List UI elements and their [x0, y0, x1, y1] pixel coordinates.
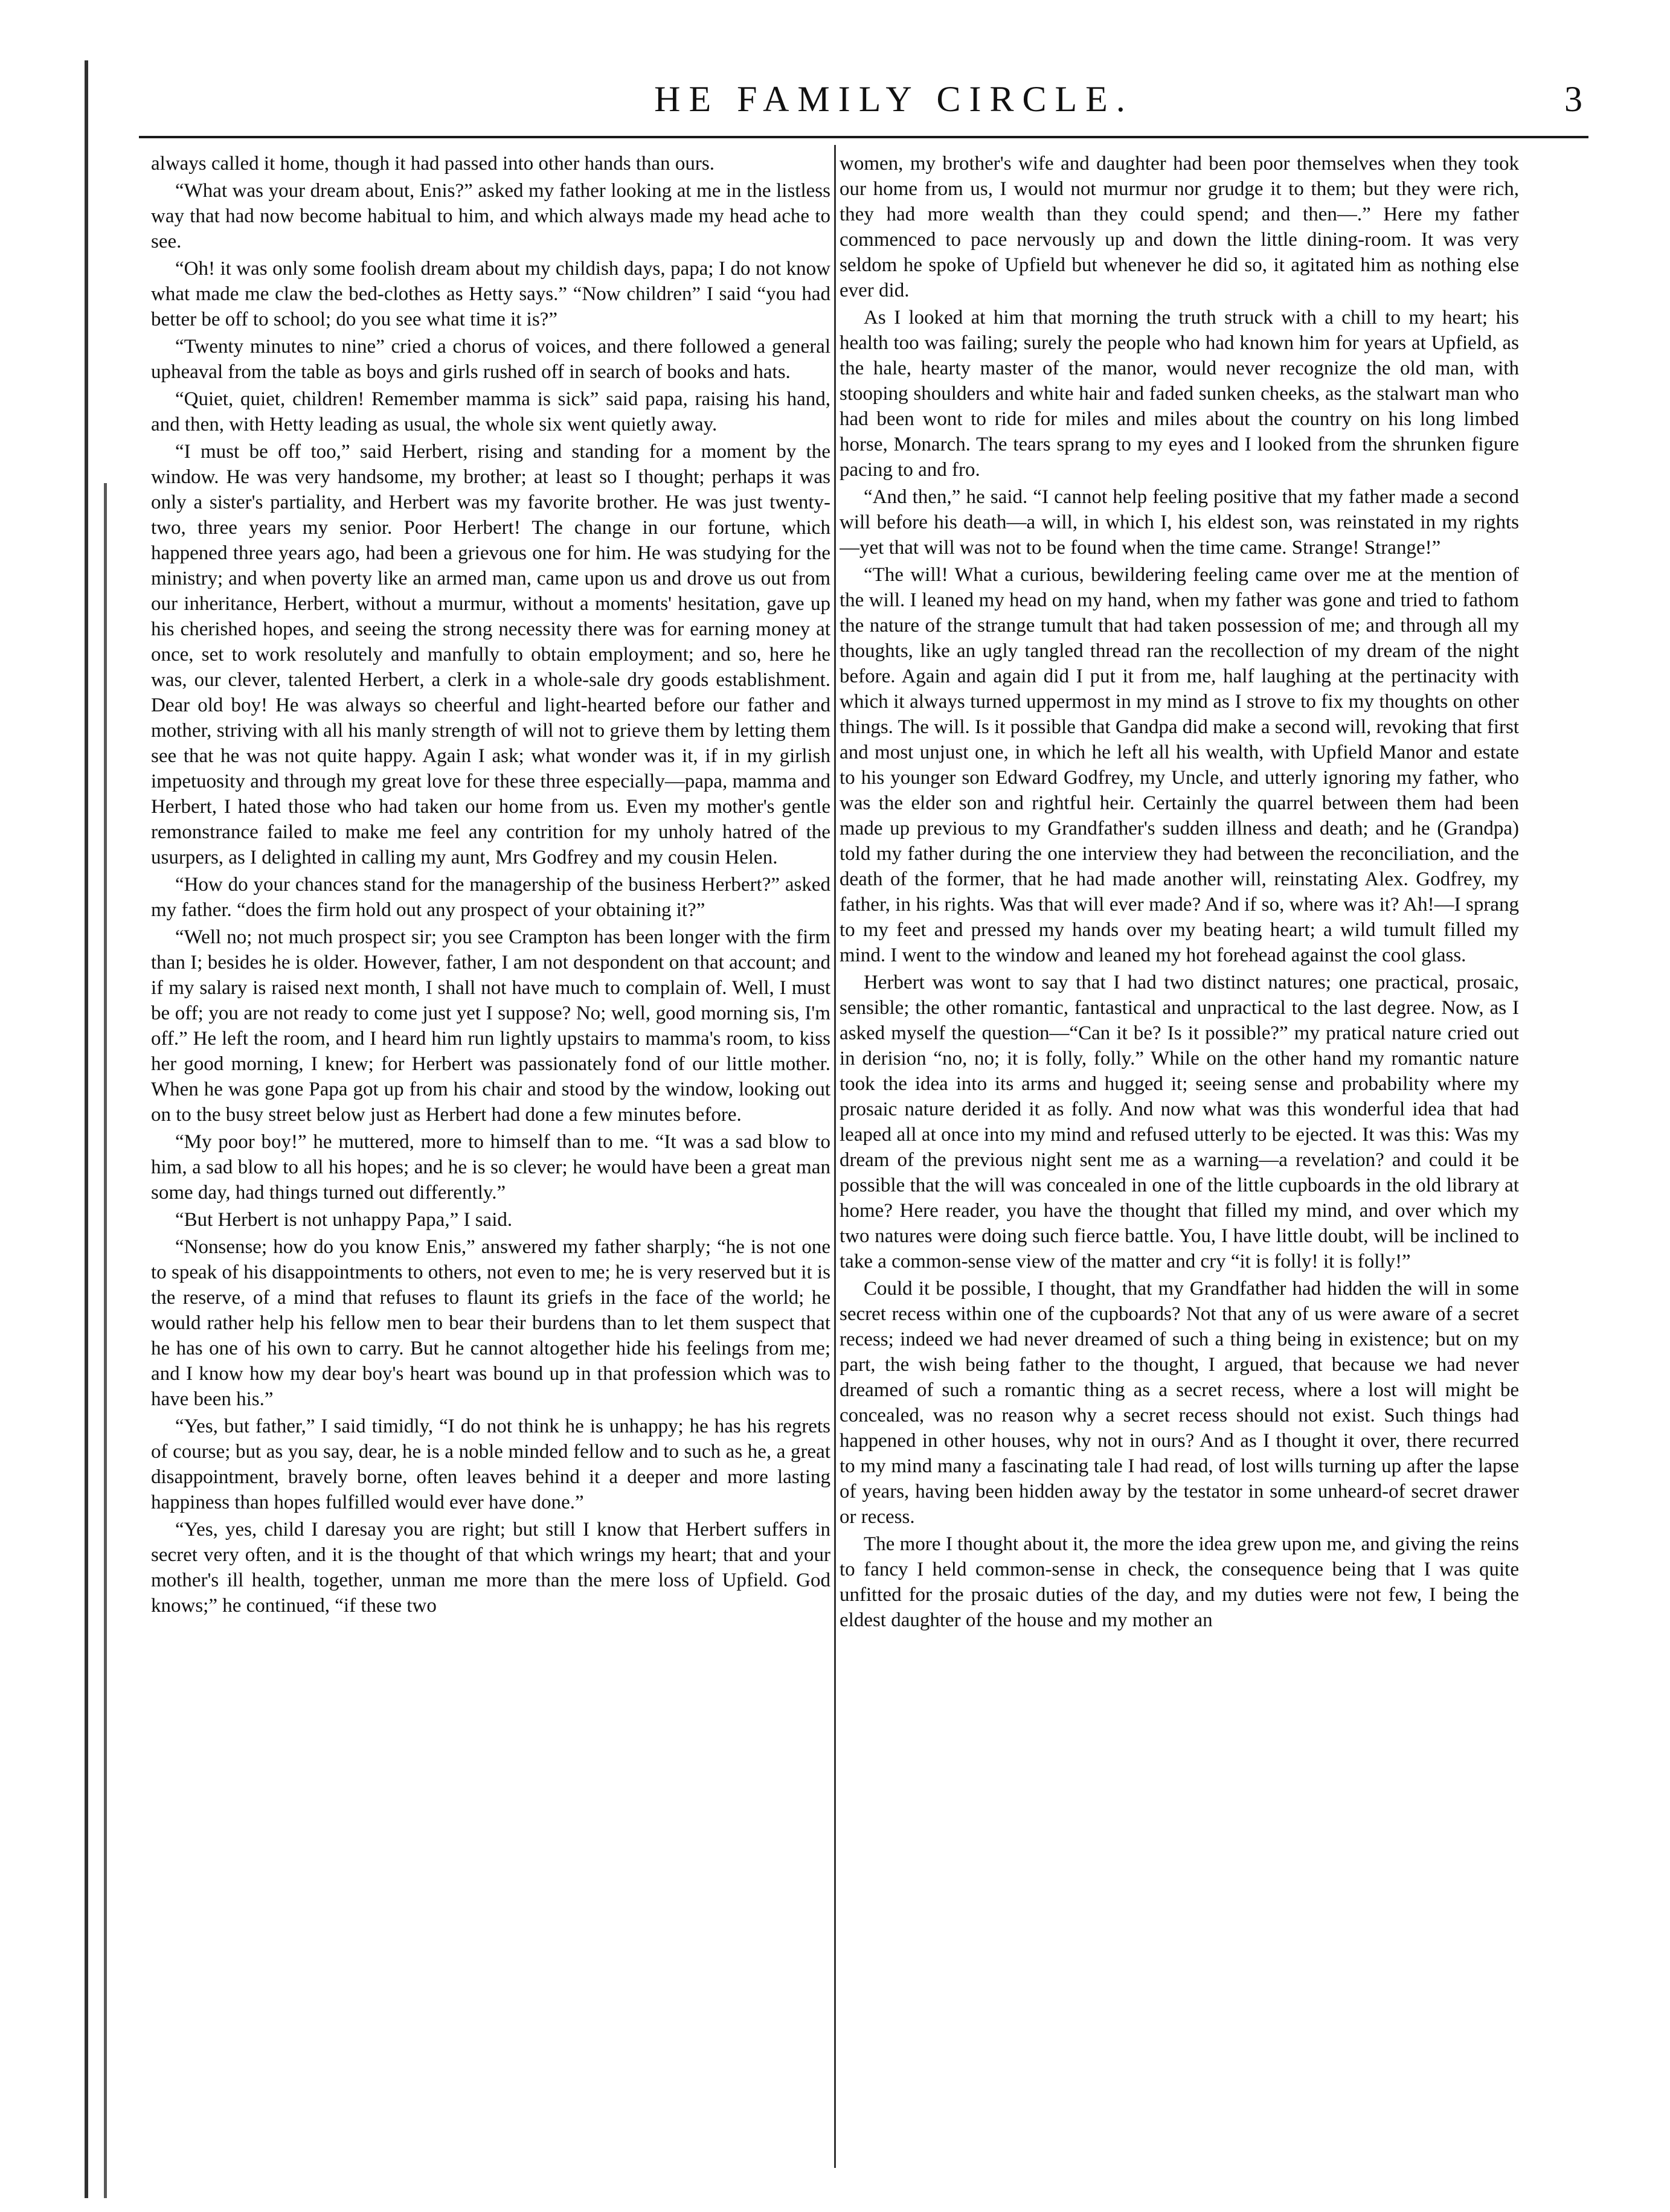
paragraph: “And then,” he said. “I cannot help feeling positive that my father made a second will before his death—a will, in which I, his eldest son, was reinstated in my rights—yet that will was not to be found when the time came. Strange! Strange!”	[840, 486, 1519, 559]
paragraph: “My poor boy!” he muttered, more to himself than to me. “It was a sad blow to him, a sad blow to all his hopes; and he is so clever; he would have been a great man some day, had things turned out differently.”	[151, 1131, 830, 1204]
paragraph: “Yes, yes, child I daresay you are right; but still I know that Herbert suffers in secret very often, and it is the thought of that which wrings my heart; that and your mother's ill health, together, unman me more than the mere loss of Upfield. God knows;” he continued, “if these two	[151, 1519, 830, 1617]
header-rule	[139, 136, 1588, 138]
paragraph: “I must be off too,” said Herbert, rising and standing for a moment by the window. He was very handsome, my brother; at least so I thought; perhaps it was only a sister's partiality, and Herbert was my favorite brother. He was just twenty-two, three years my senior. Poor Herbert! The change in our fortune, which happened three years ago, had been a grievous one for him. He was studying for the ministry; and when poverty like an armed man, came upon us and drove us out from our inheritance, Herbert, without a murmur, without a moments' hesitation, gave up his cherished hopes, and seeing the strong necessity there was for earning money at once, set to work resolutely and manfully to obtain employment; and so, here he was, our clever, talented Herbert, a clerk in a whole-sale dry goods establishment. Dear old boy! He was always so cheerful and light-hearted before our father and mother, striving with all his manly strength of will not to grieve them by letting them see that he was not quite happy. Again I ask; what wonder was it, if in my girlish impetuosity and through my great love for these three especially—papa, mamma and Herbert, I hated those who had taken our home from us. Even my mother's gentle remonstrance failed to make me feel any contrition for my unholy hatred of the usurpers, as I delighted in calling my aunt, Mrs Godfrey and my cousin Helen.	[151, 441, 830, 868]
paragraph: “What was your dream about, Enis?” asked my father looking at me in the listless way that had now become habitual to him, and which always made my head ache to see.	[151, 180, 830, 252]
paragraph: “Yes, but father,” I said timidly, “I do not think he is unhappy; he has his regrets of course; but as you say, dear, he is a noble minded fellow and to such as he, a great disappointment, bravely borne, often leaves behind it a deeper and more lasting happiness than hopes fulfilled would ever have done.”	[151, 1415, 830, 1513]
paragraph: “Twenty minutes to nine” cried a chorus of voices, and there followed a general upheaval from the table as boys and girls rushed off in search of books and hats.	[151, 336, 830, 383]
paragraph: “The will! What a curious, bewildering feeling came over me at the mention of the will. I leaned my head on my hand, when my father was gone and tried to fathom the nature of the strange tumult that had taken possession of me; and through all my thoughts, like an ugly tangled thread ran the recollection of my dream of the night before. Again and again did I put it from me, half laughing at the pertinacity with which it always turned uppermost in my mind as I strove to fix my thoughts on other things. The will. Is it possible that Gandpa did make a second will, revoking that first and most unjust one, in which he left all his wealth, with Upfield Manor and estate to his younger son Edward Godfrey, my Uncle, and utterly ignoring my father, who was the elder son and rightful heir. Certainly the quarrel between them had been made up previous to my Grandfather's sudden illness and death; and he (Grandpa) told my father during the one interview they had between the reconciliation, and the death of the former, that he had made another will, reinstating Alex. Godfrey, my father, in his rights. Was that will ever made? And if so, where was it? Ah!—I sprang to my feet and pressed my hands over my beating heart; a wild tumult filled my mind. I went to the window and leaned my hot forehead against the cool glass.	[840, 564, 1519, 966]
binding-edge-line-secondary	[104, 483, 107, 2198]
paragraph: Could it be possible, I thought, that my Grandfather had hidden the will in some secret recess within one of the cupboards? Not that any of us were aware of a secret recess; indeed we had never dreamed of such a thing being in existence; but on my part, the wish being father to the thought, I argued, that because we had never dreamed of such a romantic thing as a secret recess, where a lost will might be concealed, was no reason why a secret recess should not exist. Such things had happened in other houses, why not in ours? And as I thought it over, there recurred to my mind many a fascinating tale I had read, of lost wills turning up after the lapse of years, having been hidden away by the testator in some unheard-of secret drawer or recess.	[840, 1278, 1519, 1528]
paragraph: The more I thought about it, the more the idea grew upon me, and giving the reins to fancy I held common-sense in check, the consequence being that I was quite unfitted for the prosaic duties of the day, and my duties were not few, I being the eldest daughter of the house and my mother an	[840, 1533, 1519, 1631]
page-header	[139, 72, 1649, 127]
paragraph: “But Herbert is not unhappy Papa,” I said.	[175, 1209, 513, 1231]
paragraph: “Oh! it was only some foolish dream about my childish days, papa; I do not know what made me claw the bed-clothes as Hetty says.” “Now children” I said “you had better be off to school; do you see what time it is?”	[151, 258, 830, 330]
page-number: 3	[1564, 79, 1582, 119]
paragraph: Herbert was wont to say that I had two distinct natures; one practical, prosaic, sensible; the other romantic, fantastical and unpractical to the last degree. Now, as I asked myself the question—“Can it be? Is it possible?” my pratical nature cried out in derision “no, no; it is folly, folly.” While on the other hand my romantic nature took the idea into its arms and hugged it; seeing sense and probability where my prosaic nature derided it as folly. And now what was this wonderful idea that had leaped all at once into my mind and refused utterly to be ejected. It was this: Was my dream of the previous night sent me as a warning—a revelation? and could it be possible that the will was concealed in one of the little cupboards in the old library at home? Here reader, you have the thought that filled my mind, and over which my two natures were doing such fierce battle. You, I have little doubt, will be inclined to take a common-sense view of the matter and cry “it is folly! it is folly!”	[840, 972, 1519, 1272]
paragraph: “Nonsense; how do you know Enis,” answered my father sharply; “he is not one to speak of his disappointments to others, not even to me; he is very reserved but it is the reserve, of a mind that refuses to flaunt its griefs in the face of the world; he would rather help his fellow men to bear their burdens than to let them suspect that he has one of his own to carry. But he cannot altogether hide his feelings from me; and I know how my dear boy's heart was bound up in that profession which was to have been his.”	[151, 1236, 830, 1410]
binding-edge-line	[85, 60, 88, 2198]
paragraph: “Well no; not much prospect sir; you see Crampton has been longer with the firm than I; besides he is older. However, father, I am not despondent on that account; and if my salary is raised next month, I shall not have much to complain of. Well, I must be off; you are not ready to come just yet I suppose? No; well, good morning sis, I'm off.” He left the room, and I heard him run lightly upstairs to mamma's room, to kiss her good morning, I knew; for Herbert was passionately fond of our little mother. When he was gone Papa got up from his chair and stood by the window, looking out on to the busy street below just as Herbert had done a few minutes before.	[151, 926, 830, 1126]
publication-title: HE FAMILY CIRCLE.	[654, 79, 1134, 119]
paragraph: always called it home, though it had passed into other hands than ours.	[151, 153, 715, 175]
paragraph: “How do your chances stand for the managership of the business Herbert?” asked my father. “does the firm hold out any prospect of your obtaining it?”	[151, 874, 830, 921]
right-column	[840, 151, 1519, 2168]
paragraph: “Quiet, quiet, children! Remember mamma is sick” said papa, raising his hand, and then, with Hetty leading as usual, the whole six went quietly away.	[151, 388, 830, 435]
column-divider	[834, 145, 836, 2168]
paragraph: As I looked at him that morning the truth struck with a chill to my heart; his health too was failing; surely the people who had known him for years at Upfield, as the hale, hearty master of the manor, would never recognize the old man, with stooping shoulders and white hair and faded sunken cheeks, as the stalwart man who had been wont to ride for miles and miles about the country on his long limbed horse, Monarch. The tears sprang to my eyes and I looked from the shrunken figure pacing to and fro.	[840, 307, 1519, 481]
paragraph: women, my brother's wife and daughter had been poor themselves when they took our home from us, I would not murmur nor grudge it to them; but they were rich, they had more wealth than they could spend; and then—.” Here my father commenced to pace nervously up and down the little dining-room. It was very seldom he spoke of Upfield but whenever he did so, it agitated him as nothing else ever did.	[840, 153, 1519, 301]
left-column	[151, 151, 830, 2168]
